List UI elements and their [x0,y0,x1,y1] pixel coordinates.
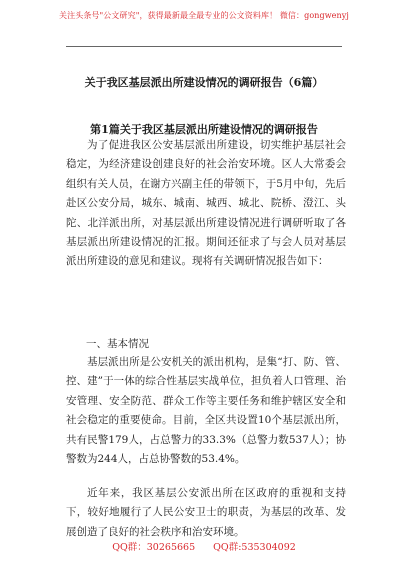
paragraph-intro: 为了促进我区公安基层派出所建设，切实维护基层社会稳定，为经济建设创建良好的社会治安环境。区人大常委会组织有关人员，在谢方兴副主任的带领下，于5月中旬，先后赴区公安分局，城东、城南、城西、城北、院桥、澄江、头陀、北洋派出所，对基层派出所建设情况进行调研听取了各基层派出所建设情况的汇报。期间还征求了与会人员对基层派出所建设的意见和建议。现将有关调研情况报告如下： [66,139,346,268]
section-title: 第1篇关于我区基层派出所建设情况的调研报告 [90,123,318,136]
paragraph-basic-situation: 基层派出所是公安机关的派出机构，是集“打、防、管、控、建”于一体的综合性基层实战单位，担负着人口管理、治安管理、安全防范、群众工作等主要任务和维护辖区安全和社会稳定的重要使命。目前，全区共设置10个基层派出所，共有民警179人，占总警力的33.3%（总警力数537人）；协警数为244人，占总协警数的53.4%。 [66,356,346,466]
footer-contact [0,539,408,553]
footer-qq-group-1: QQ群：30265665 [112,542,196,553]
heading-basic-situation: 一、基本情况 [86,338,149,350]
header-note: 关注头条号"公文研究"，获得最新最全最专业的公文资料库！ 微信：gongwenyj [59,11,349,20]
header-divider [66,46,342,47]
document-title: 关于我区基层派出所建设情况的调研报告（6篇） [84,76,324,89]
paragraph-recent-years: 近年来，我区基层公安派出所在区政府的重视和支持下，较好地履行了人民公安卫士的职责，为基层的改革、发展创造了良好的社会秩序和治安环境。 [66,487,346,538]
footer-qq-group-2: QQ群:535304092 [213,542,296,553]
